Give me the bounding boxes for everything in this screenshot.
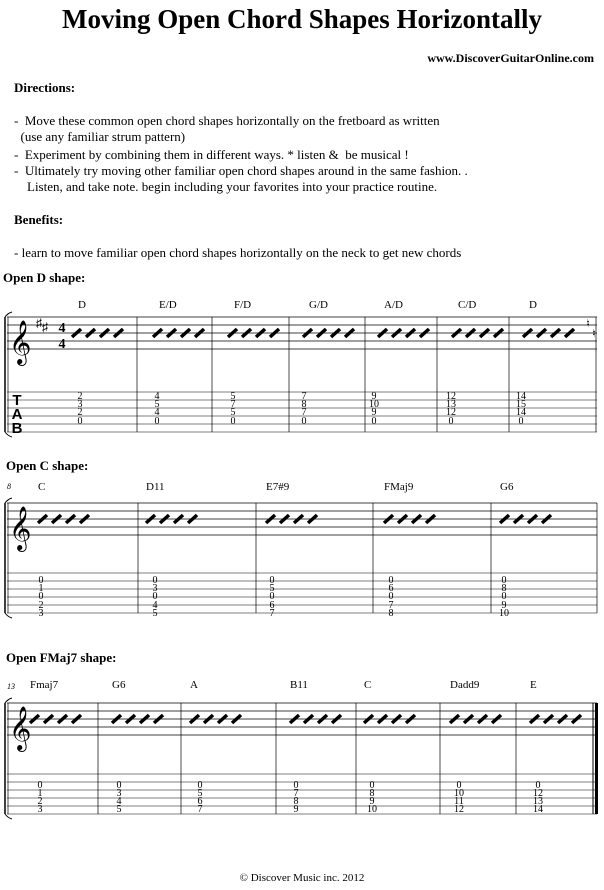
fret-number: 0	[501, 591, 507, 602]
fret-number: 8	[301, 399, 307, 410]
fret-number: 0	[456, 780, 462, 791]
fret-number: 5	[154, 399, 160, 410]
fret-number: 3	[152, 583, 158, 594]
time-signature-top: 4	[58, 321, 66, 336]
chord-name: D	[78, 299, 86, 311]
chord-name: F/D	[234, 299, 252, 311]
fret-number: 0	[518, 416, 524, 427]
chord-name: D	[529, 299, 537, 311]
sharp-icon: ♯	[36, 316, 42, 330]
footer-copyright: © Discover Music inc. 2012	[239, 872, 365, 884]
benefits-line: - learn to move familiar open chord shapes horizontally on the neck to get new chords	[14, 245, 462, 260]
fret-number: 6	[197, 796, 203, 807]
chord-name: B11	[290, 679, 308, 691]
directions-line: - Ultimately try moving other familiar open chord shapes around in the same fashion. .	[14, 163, 468, 178]
fret-number: 9	[369, 796, 375, 807]
fret-number: 0	[152, 591, 158, 602]
chord-name: C	[364, 679, 372, 691]
chord-name: C	[38, 481, 46, 493]
fret-number: 10	[499, 608, 509, 619]
treble-clef-icon: 𝄞	[9, 708, 32, 750]
fret-number: 7	[197, 804, 203, 815]
fret-number: 12	[533, 788, 543, 799]
fret-number: 14	[516, 391, 526, 402]
fret-number: 0	[230, 416, 236, 427]
chord-name: Fmaj7	[30, 679, 59, 691]
fret-number: 9	[371, 407, 377, 418]
chord-name: D11	[146, 481, 165, 493]
fret-number: 0	[116, 780, 122, 791]
fret-number: 0	[501, 575, 507, 586]
chord-name: E7#9	[266, 481, 290, 493]
tab-label-t: T	[12, 392, 22, 409]
fret-number: 7	[301, 407, 307, 418]
fret-number: 4	[154, 407, 160, 418]
fret-number: 11	[454, 796, 464, 807]
fret-number: 0	[38, 591, 44, 602]
chord-name: E/D	[159, 299, 177, 311]
directions-line: (use any familiar strum pattern)	[14, 129, 186, 144]
fret-number: 0	[38, 575, 44, 586]
fret-number: 3	[37, 804, 43, 815]
fret-number: 7	[301, 391, 307, 402]
fret-number: 5	[230, 391, 236, 402]
fret-number: 8	[501, 583, 507, 594]
fret-number: 5	[152, 608, 158, 619]
fret-number: 8	[388, 608, 394, 619]
fret-number: 3	[116, 788, 122, 799]
directions-line: Listen, and take note. begin including your favorites into your practice routine.	[14, 179, 438, 194]
fret-number: 10	[454, 788, 464, 799]
section-label-d-shape: Open D shape:	[3, 270, 86, 285]
fret-number: 1	[37, 788, 43, 799]
fret-number: 9	[293, 804, 299, 815]
section-label-fmaj7-shape: Open FMaj7 shape:	[6, 650, 117, 665]
fret-number: 0	[269, 575, 275, 586]
chord-name: G6	[112, 679, 126, 691]
fret-number: 0	[269, 591, 275, 602]
chord-name: G/D	[309, 299, 328, 311]
section-label-c-shape: Open C shape:	[6, 458, 89, 473]
fret-number: 10	[369, 399, 379, 410]
chord-name: C/D	[458, 299, 477, 311]
fret-number: 3	[38, 608, 44, 619]
website-url[interactable]: www.DiscoverGuitarOnline.com	[427, 51, 594, 65]
fret-number: 2	[38, 600, 44, 611]
fret-number: 10	[367, 804, 377, 815]
time-signature-bottom: 4	[58, 337, 66, 352]
tab-label-b: B	[11, 420, 23, 437]
fret-number: 4	[152, 600, 158, 611]
fret-number: 0	[77, 416, 83, 427]
fret-number: 2	[77, 391, 83, 402]
fret-number: 0	[197, 780, 203, 791]
system-bracket-cap	[5, 613, 12, 618]
fret-number: 0	[448, 416, 454, 427]
fret-number: 0	[388, 591, 394, 602]
benefits-heading: Benefits:	[14, 212, 64, 227]
fret-number: 0	[154, 416, 160, 427]
fret-number: 0	[535, 780, 541, 791]
fret-number: 0	[388, 575, 394, 586]
treble-clef-icon: 𝄞	[9, 508, 32, 550]
chord-name: A/D	[384, 299, 403, 311]
system-bracket-cap	[5, 698, 12, 703]
natural-icon: ♮	[592, 328, 596, 340]
fret-number: 9	[371, 391, 377, 402]
final-barline	[595, 703, 598, 814]
fret-number: 1	[38, 583, 44, 594]
fret-number: 5	[116, 804, 122, 815]
fret-number: 0	[371, 416, 377, 427]
fret-number: 7	[388, 600, 394, 611]
fret-number: 5	[230, 407, 236, 418]
fret-number: 5	[269, 583, 275, 594]
fret-number: 8	[369, 788, 375, 799]
system-bracket-cap	[5, 498, 12, 503]
directions-line: - Move these common open chord shapes horizontally on the fretboard as written	[14, 113, 440, 128]
fret-number: 5	[197, 788, 203, 799]
fret-number: 12	[454, 804, 464, 815]
fret-number: 0	[152, 575, 158, 586]
fret-number: 2	[37, 796, 43, 807]
chord-name: Dadd9	[450, 679, 480, 691]
directions-line: - Experiment by combining them in different ways. * listen & be musical !	[14, 147, 409, 162]
fret-number: 9	[501, 600, 507, 611]
treble-clef-icon: 𝄞	[9, 322, 32, 364]
page-title: Moving Open Chord Shapes Horizontally	[61, 4, 543, 34]
measure-number: 8	[7, 482, 11, 491]
fret-number: 14	[516, 407, 526, 418]
chord-name: E	[530, 679, 537, 691]
fret-number: 0	[293, 780, 299, 791]
fret-number: 6	[269, 600, 275, 611]
fret-number: 13	[533, 796, 543, 807]
fret-number: 7	[269, 608, 275, 619]
directions-heading: Directions:	[14, 80, 76, 95]
system-bracket-cap	[5, 814, 12, 819]
tab-label-a: A	[11, 406, 23, 423]
fret-number: 4	[116, 796, 122, 807]
fret-number: 6	[388, 583, 394, 594]
fret-number: 8	[293, 796, 299, 807]
fret-number: 0	[37, 780, 43, 791]
fret-number: 12	[446, 407, 456, 418]
fret-number: 13	[446, 399, 456, 410]
fret-number: 14	[533, 804, 543, 815]
chord-name: FMaj9	[384, 481, 414, 493]
chord-name: G6	[500, 481, 514, 493]
fret-number: 3	[77, 399, 83, 410]
sharp-icon: ♯	[42, 320, 48, 334]
fret-number: 4	[154, 391, 160, 402]
system-bracket-cap	[5, 312, 12, 317]
fret-number: 0	[301, 416, 307, 427]
fret-number: 7	[230, 399, 236, 410]
fret-number: 12	[446, 391, 456, 402]
natural-icon: ♮	[586, 318, 590, 330]
measure-number: 13	[7, 682, 15, 691]
fret-number: 2	[77, 407, 83, 418]
fret-number: 0	[369, 780, 375, 791]
chord-name: A	[190, 679, 198, 691]
fret-number: 7	[293, 788, 299, 799]
fret-number: 15	[516, 399, 526, 410]
